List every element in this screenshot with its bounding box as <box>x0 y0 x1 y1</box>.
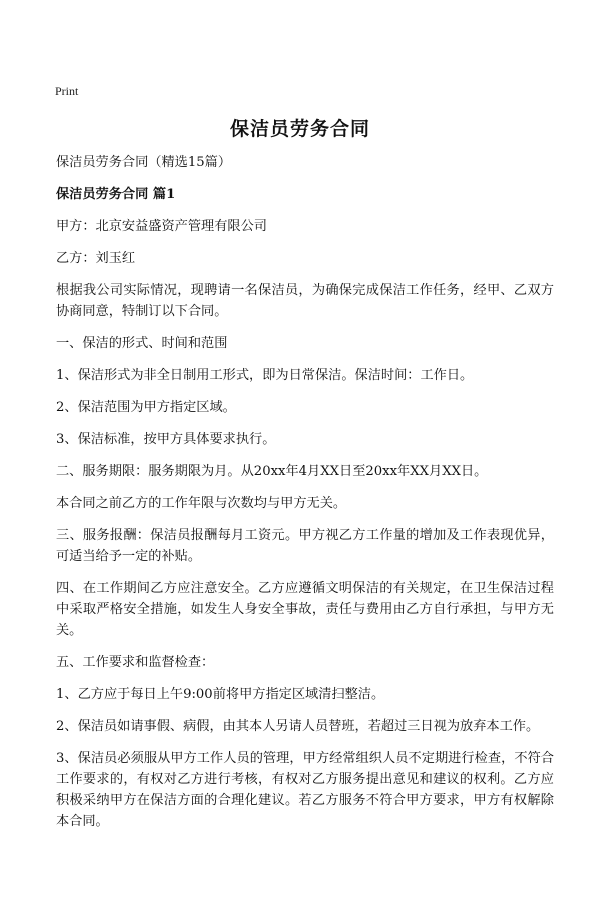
page-title: 保洁员劳务合同 <box>229 118 370 140</box>
preamble-paragraph: 根据我公司实际情况，现聘请一名保洁员，为确保完成保洁工作任务，经甲、乙双方协商同意，特制订以下合同。 <box>56 283 554 319</box>
clause-item: 本合同之前乙方的工作年限与次数均与甲方无关。 <box>56 496 347 511</box>
clause-item: 1、保洁形式为非全日制用工形式，即为日常保洁。保洁时间：工作日。 <box>56 368 474 383</box>
clause-heading-2: 二、服务期限：服务期限为月。从20xx年4月XX日至20xx年XX月XX日。 <box>56 464 488 479</box>
document-subtitle: 保洁员劳务合同（精选15篇） <box>56 155 232 170</box>
section-heading: 保洁员劳务合同 篇1 <box>56 187 176 202</box>
party-b-line: 乙方：刘玉红 <box>56 251 136 266</box>
clause-heading-3: 三、服务报酬：保洁员报酬每月工资元。甲方视乙方工作量的增加及工作表现优异，可适当给予一定的补贴。 <box>56 528 554 564</box>
clause-heading-1: 一、保洁的形式、时间和范围 <box>56 336 228 351</box>
clause-item: 1、乙方应于每日上午9:00前将甲方指定区域清扫整洁。 <box>56 687 385 702</box>
print-label: Print <box>55 84 79 98</box>
clause-item: 3、保洁标准，按甲方具体要求执行。 <box>56 432 276 447</box>
clause-heading-4: 四、在工作期间乙方应注意安全。乙方应遵循文明保洁的有关规定，在卫生保洁过程中采取严格安全措施，如发生人身安全事故，责任与费用由乙方自行承担，与甲方无关。 <box>56 581 554 638</box>
document-body <box>56 152 554 843</box>
clause-item: 2、保洁范围为甲方指定区域。 <box>56 400 236 415</box>
clause-item: 3、保洁员必须服从甲方工作人员的管理，甲方经常组织人员不定期进行检查，不符合工作要求的，有权对乙方进行考核，有权对乙方服务提出意见和建议的权利。乙方应积极采纳甲方在保洁方面的合理化建议。若乙方服务不符合甲方要求，甲方有权解除本合同。 <box>56 751 554 829</box>
party-a-line: 甲方：北京安益盛资产管理有限公司 <box>56 219 267 234</box>
clause-heading-5: 五、工作要求和监督检查： <box>56 655 215 670</box>
clause-item: 2、保洁员如请事假、病假，由其本人另请人员替班，若超过三日视为放弃本工作。 <box>56 719 540 734</box>
